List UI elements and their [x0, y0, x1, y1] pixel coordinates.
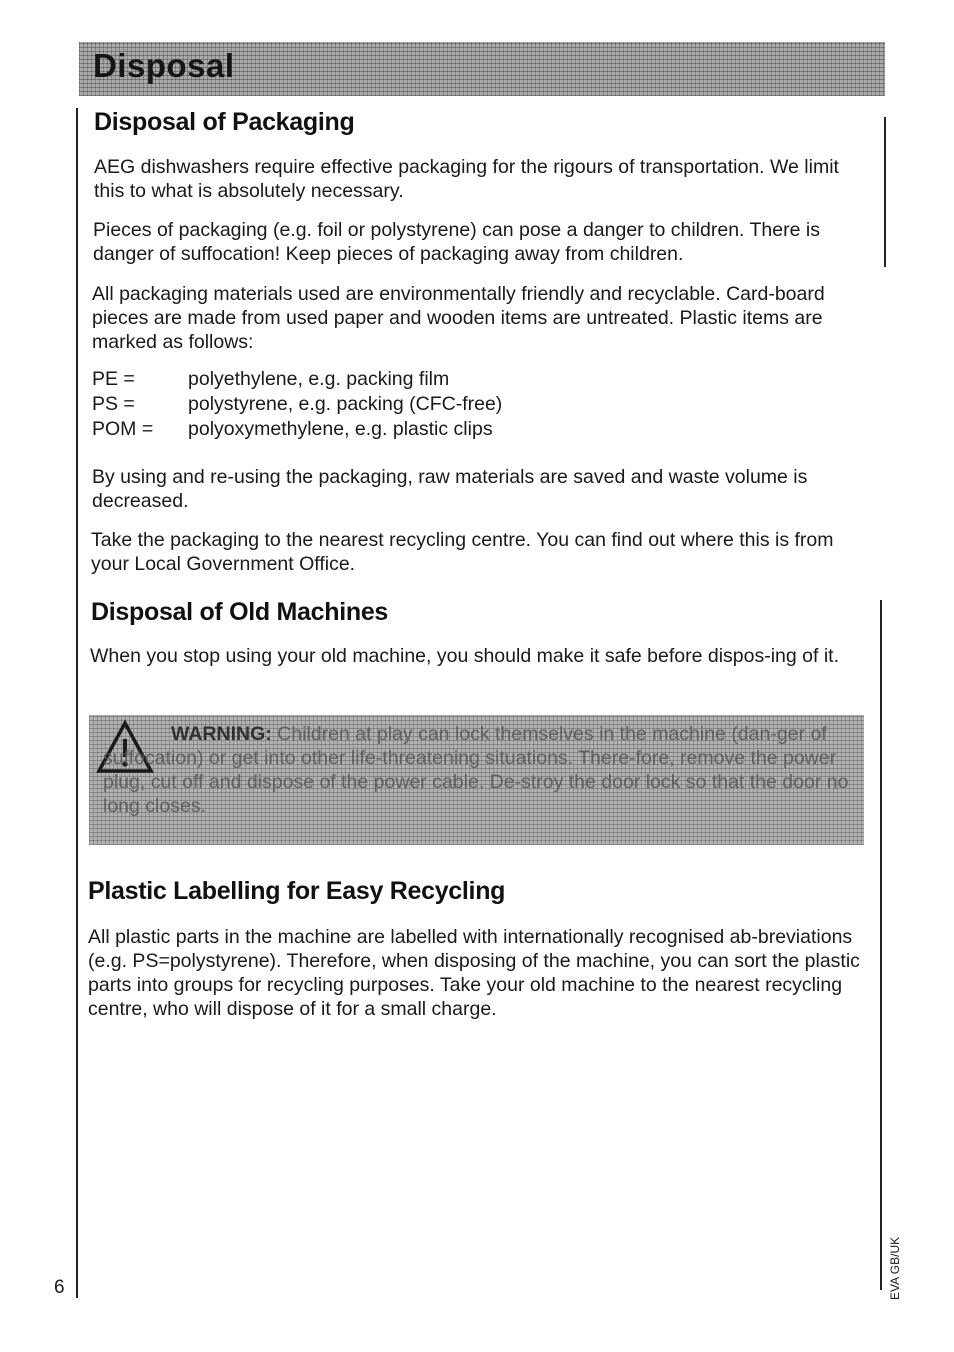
left-margin-rule: [76, 108, 78, 1298]
marking-description: polystyrene, e.g. packing (CFC-free): [188, 393, 503, 415]
plastic-markings-list: [92, 367, 792, 442]
paragraph-plastic-labelling: All plastic parts in the machine are labelled with internationally recognised ab-breviations (e.g. PS=polystyrene). Therefore, when disposing of the machine, you can sort the plastic parts into groups for recycling purposes. Take your old machine to the nearest recycling centre, who will dispose of it for a small charge.: [88, 926, 860, 1020]
paragraph-packaging-materials: All packaging materials used are environmentally friendly and recyclable. Card-board pieces are made from used paper and wooden items are untreated. Plastic items are marked as follows:: [92, 283, 825, 353]
heading-plastic-labelling: Plastic Labelling for Easy Recycling: [88, 877, 506, 905]
document-code: EVA GB/UK: [888, 1236, 902, 1300]
warning-box: [89, 715, 864, 845]
marking-code: PS =: [92, 393, 135, 415]
marking-code: PE =: [92, 368, 135, 390]
marking-code: POM =: [92, 418, 154, 440]
paragraph-reuse-packaging: By using and re-using the packaging, raw materials are saved and waste volume is decreased.: [92, 466, 808, 512]
paragraph-old-machine: When you stop using your old machine, you should make it safe before dispos-ing of it.: [90, 645, 839, 667]
section-banner: [79, 42, 885, 96]
marking-row: [92, 417, 792, 442]
banner-title: Disposal: [93, 47, 235, 84]
warning-body: Children at play can lock themselves in the machine (dan-ger of suffocation) or get into other life-threatening situations. There-fore, remove the power plug, cut off and dispose of the power cable. De-stroy the door lock so that the door no long closes.: [103, 723, 849, 817]
paragraph-packaging-danger: Pieces of packaging (e.g. foil or polystyrene) can pose a danger to children. There is danger of suffocation! Keep pieces of packaging away from children.: [93, 219, 820, 265]
page-number: 6: [54, 1277, 65, 1298]
right-margin-rule-upper: [884, 117, 886, 267]
heading-disposal-of-packaging: Disposal of Packaging: [94, 108, 355, 136]
heading-disposal-of-old-machines: Disposal of Old Machines: [91, 598, 389, 626]
warning-label: WARNING:: [171, 723, 272, 745]
marking-description: polyethylene, e.g. packing film: [188, 368, 450, 390]
marking-row: [92, 392, 792, 417]
right-margin-rule-lower: [880, 600, 882, 1290]
marking-description: polyoxymethylene, e.g. plastic clips: [188, 418, 493, 440]
warning-text: [103, 722, 853, 818]
paragraph-packaging-intro: AEG dishwashers require effective packaging for the rigours of transportation. We limit this to what is absolutely necessary.: [94, 156, 839, 202]
paragraph-recycling-centre: Take the packaging to the nearest recycling centre. You can find out where this is from your Local Government Office.: [91, 529, 834, 575]
marking-row: [92, 367, 792, 392]
